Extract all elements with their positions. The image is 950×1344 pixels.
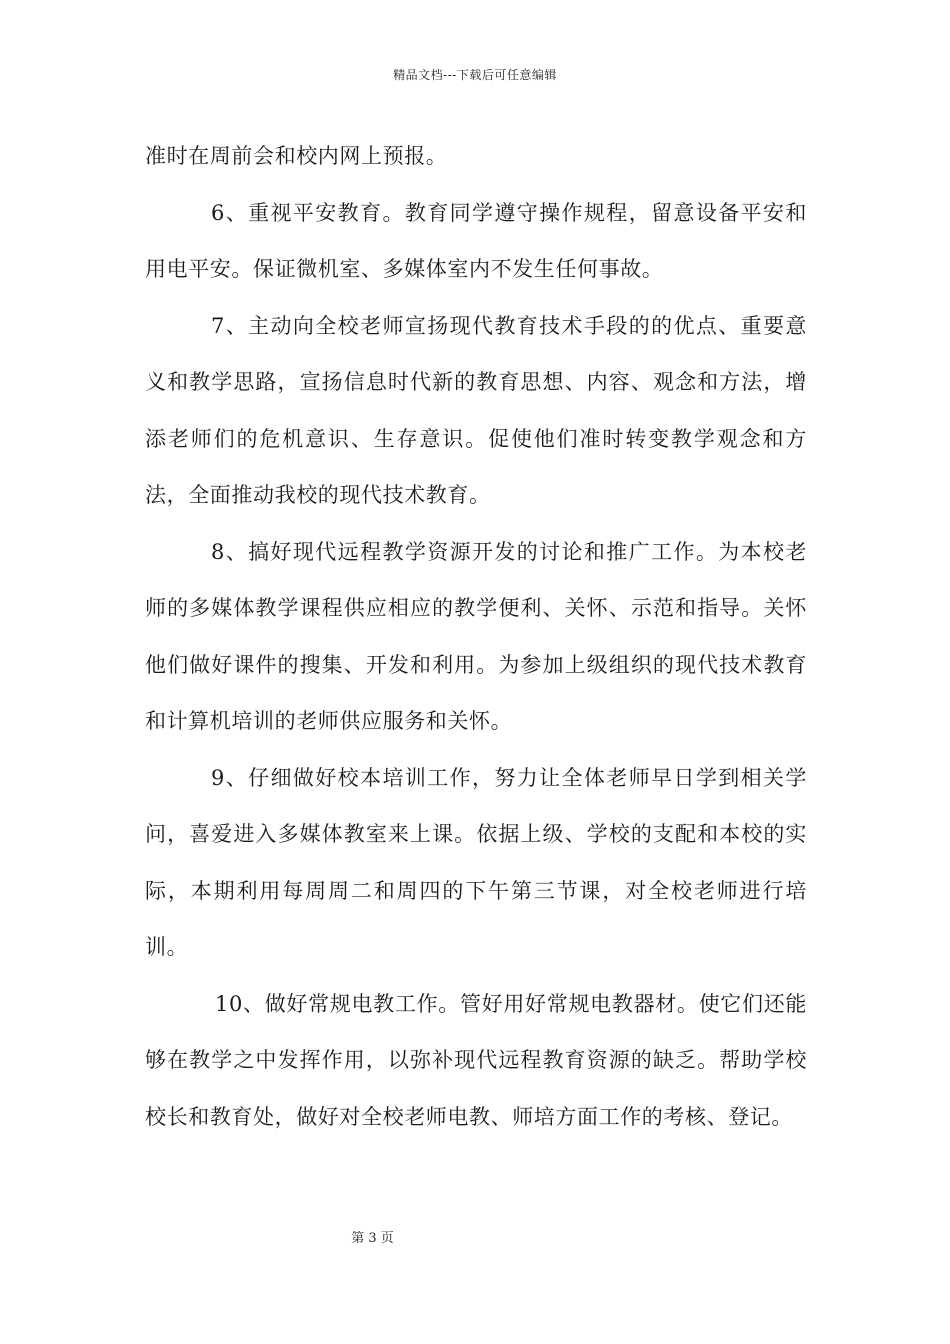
- page-number: 第 3 页: [351, 1231, 394, 1246]
- paragraph-item-6: 6、重视平安教育。教育同学遵守操作规程，留意设备平安和用电平安。保证微机室、多媒体室内不发生任何事故。: [145, 200, 807, 281]
- paragraph-continuation: 准时在周前会和校内网上预报。: [145, 144, 448, 168]
- document-header: 精品文档---下载后可任意编辑: [393, 68, 557, 82]
- document-body: [145, 128, 807, 1145]
- paragraph-item-7: 7、主动向全校老师宣扬现代教育技术手段的的优点、重要意义和教学思路，宣扬信息时代新的教育思想、内容、观念和方法，增添老师们的危机意识、生存意识。促使他们准时转变教学观念和方法，全面推动我校的现代技术教育。: [145, 313, 807, 507]
- paragraph-item-8: 8、搞好现代远程教学资源开发的讨论和推广工作。为本校老师的多媒体教学课程供应相应的教学便利、关怀、示范和指导。关怀他们做好课件的搜集、开发和利用。为参加上级组织的现代技术教育和计算机培训的老师供应服务和关怀。: [145, 539, 807, 733]
- paragraph-item-10: 10、做好常规电教工作。管好用好常规电教器材。使它们还能够在教学之中发挥作用，以弥补现代远程教育资源的缺乏。帮助学校校长和教育处，做好对全校老师电教、师培方面工作的考核、登记。: [145, 991, 807, 1129]
- paragraph-item-9: 9、仔细做好校本培训工作，努力让全体老师早日学到相关学问，喜爱进入多媒体教室来上课。依据上级、学校的支配和本校的实际，本期利用每周周二和周四的下午第三节课，对全校老师进行培训。: [145, 765, 807, 959]
